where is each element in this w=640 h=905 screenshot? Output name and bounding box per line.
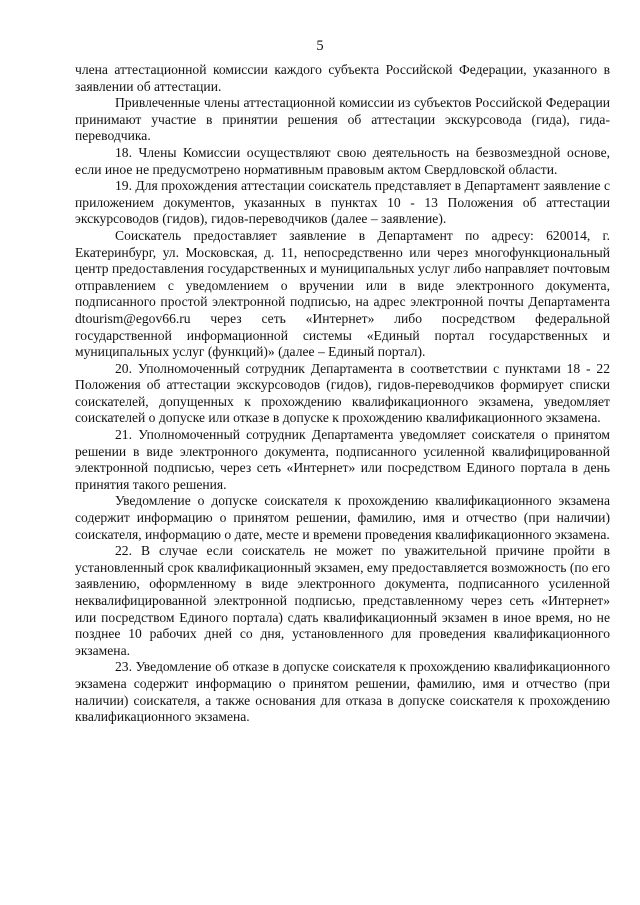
paragraph-attracted-members: Привлеченные члены аттестационной комиссии из субъектов Российской Федерации принимают участие в принятии решения об аттестации экскурсовода (гида), гида-переводчика. bbox=[75, 95, 610, 144]
paragraph-item-18: 18. Члены Комиссии осуществляют свою деятельность на безвозмездной основе, если иное не предусмотрено нормативным правовым актом Свердловской области. bbox=[75, 144, 610, 177]
paragraph-item-22: 22. В случае если соискатель не может по уважительной причине пройти в установленный срок квалификационный экзамен, ему предоставляется возможность (по его заявлению, оформленному в виде электронного документа, подписанного усиленной неквалифицированной электронной подписью, представленному через сеть «Интернет» или посредством Единого портала) сдать квалификационный экзамен в иное время, но не позднее 10 рабочих дней со дня, установленного для проведения квалификационного экзамена. bbox=[75, 543, 610, 658]
page-number: 5 bbox=[316, 38, 324, 54]
paragraph-item-23: 23. Уведомление об отказе в допуске соискателя к прохождению квалификационного экзамена содержит информацию о принятом решении, фамилию, имя и отчество (при наличии) соискателя, а также основания для отказа в допуске соискателя к прохождению квалификационного экзамена. bbox=[75, 659, 610, 725]
paragraph-item-19: 19. Для прохождения аттестации соискатель представляет в Департамент заявление с приложением документов, указанных в пунктах 10 - 13 Положения об аттестации экскурсоводов (гидов), гидов-переводчиков (далее – заявление). bbox=[75, 178, 610, 227]
paragraph-item-20: 20. Уполномоченный сотрудник Департамента в соответствии с пунктами 18 - 22 Положения об аттестации экскурсоводов (гидов), гидов-переводчиков формирует списки соискателей, допущенных к прохождению квалификационного экзамена, уведомляет соискателей о допуске или отказе в допуске к прохождению квалификационного экзамена. bbox=[75, 360, 610, 426]
paragraph-admission-notice: Уведомление о допуске соискателя к прохождению квалификационного экзамена содержит информацию о принятом решении, фамилию, имя и отчество (при наличии) соискателя, информацию о дате, месте и времени проведения квалификационного экзамена. bbox=[75, 493, 610, 542]
paragraph-continuation: члена аттестационной комиссии каждого субъекта Российской Федерации, указанного в заявлении об аттестации. bbox=[75, 62, 610, 94]
paragraph-item-21: 21. Уполномоченный сотрудник Департамента уведомляет соискателя о принятом решении в виде электронного документа, подписанного усиленной квалифицированной электронной подписью, через сеть «Интернет» или посредством Единого портала в день принятия такого решения. bbox=[75, 427, 610, 492]
paragraph-application-address: Соискатель предоставляет заявление в Департамент по адресу: 620014, г. Екатеринбург, ул. Московская, д. 11, непосредственно или через многофункциональный центр предоставления государственных и муниципальных услуг либо направляет почтовым отправлением с уведомлением о вручении или в виде электронного документа, подписанного простой электронной подписью, на адрес электронной почты Департамента dtourism@egov66.ru через сеть «Интернет» либо посредством федеральной государственной информационной системы «Единый портал государственных и муниципальных услуг (функций)» (далее – Единый портал). bbox=[75, 227, 610, 360]
document-body bbox=[75, 62, 610, 726]
